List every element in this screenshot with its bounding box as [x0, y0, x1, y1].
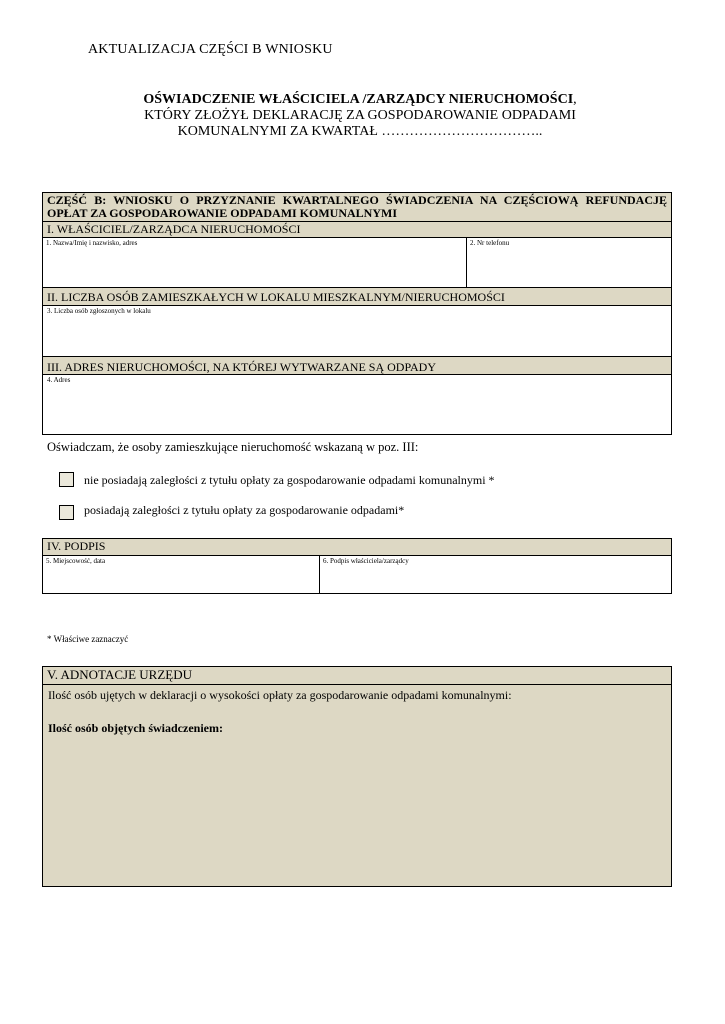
section-5-header: V. ADNOTACJE URZĘDU	[43, 667, 671, 685]
office-notes-box	[42, 666, 672, 887]
section-2-header: II. LICZBA OSÓB ZAMIESZKAŁYCH W LOKALU MIESZKALNYM/NIERUCHOMOŚCI	[43, 288, 671, 306]
place-date-label: 5. Miejscowość, data	[46, 557, 106, 565]
benefit-persons-label: Ilość osób objętych świadczeniem:	[48, 721, 223, 735]
persons-count-label: 3. Liczba osób zgłoszonych w lokalu	[47, 307, 151, 315]
name-address-field[interactable]	[43, 238, 467, 287]
part-b-header: CZĘŚĆ B: WNIOSKU O PRZYZNANIE KWARTALNEGO ŚWIADCZENIA NA CZĘŚCIOWĄ REFUNDACJĘ OPŁAT ZA GOSPODAROWANIE ODPADAMI KOMUNALNYMI	[43, 193, 671, 222]
arrears-checkbox[interactable]	[59, 505, 74, 520]
form-title	[60, 92, 660, 140]
form-heading: AKTUALIZACJA CZĘŚCI B WNIOSKU	[88, 42, 333, 57]
section-3-header: III. ADRES NIERUCHOMOŚCI, NA KTÓREJ WYTWARZANE SĄ ODPADY	[43, 357, 671, 375]
name-address-label: 1. Nazwa/Imię i nazwisko, adres	[46, 239, 138, 247]
address-label: 4. Adres	[47, 376, 71, 384]
section-4-header: IV. PODPIS	[43, 539, 671, 556]
arrears-label: posiadają zaległości z tytułu opłaty za gospodarowanie odpadami*	[84, 503, 405, 517]
office-notes-body	[43, 685, 671, 886]
signature-field[interactable]	[320, 556, 671, 593]
title-line-1-comma: ,	[573, 92, 577, 107]
title-line-1: OŚWIADCZENIE WŁAŚCICIELA /ZARZĄDCY NIERUCHOMOŚCI	[143, 92, 574, 107]
phone-field[interactable]	[467, 238, 671, 287]
section-1-header: I. WŁAŚCICIEL/ZARZĄDCA NIERUCHOMOŚCI	[43, 222, 671, 238]
title-line-2: KTÓRY ZŁOŻYŁ DEKLARACJĘ ZA GOSPODAROWANIE ODPADAMI	[144, 108, 576, 123]
title-line-3: KOMUNALNYMI ZA KWARTAŁ ……………………………..	[177, 124, 543, 139]
no-arrears-checkbox[interactable]	[59, 472, 74, 487]
declared-persons-label: Ilość osób ujętych w deklaracji o wysokości opłaty za gospodarowanie odpadami komunalnymi:	[48, 688, 512, 702]
signature-box	[42, 538, 672, 594]
phone-label: 2. Nr telefonu	[470, 239, 510, 247]
persons-count-field[interactable]	[43, 306, 671, 357]
signature-label: 6. Podpis właściciela/zarządcy	[323, 557, 409, 565]
declaration-text: Oświadczam, że osoby zamieszkujące nieruchomość wskazaną w poz. III:	[47, 440, 419, 454]
part-b-box	[42, 192, 672, 435]
place-date-field[interactable]	[43, 556, 320, 593]
no-arrears-label: nie posiadają zaległości z tytułu opłaty za gospodarowanie odpadami komunalnymi *	[84, 473, 495, 487]
footnote: * Właściwe zaznaczyć	[47, 634, 129, 644]
address-field[interactable]	[43, 375, 671, 434]
